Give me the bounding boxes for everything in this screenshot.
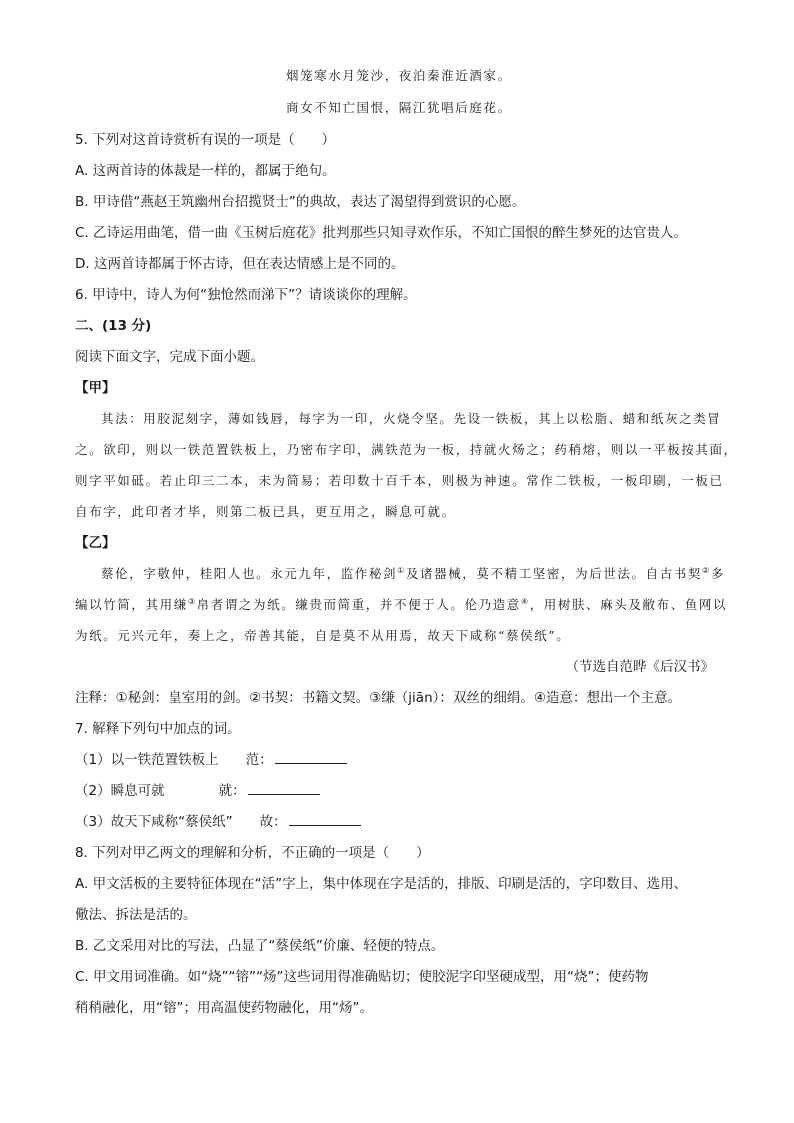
passage-yi-line-1 xyxy=(101,564,725,584)
question-8-option-a-line-2: 儆法、拆法是活的。 xyxy=(75,907,197,923)
passage-yi-text: 多 xyxy=(710,566,725,581)
answer-blank[interactable] xyxy=(289,812,361,826)
passage-yi-line-3: 为纸。元兴元年，奏上之，帝善其能，自是莫不从用焉，故天下咸称“蔡侯纸”。 xyxy=(75,628,571,643)
footnote-marker-4: ④ xyxy=(520,596,530,606)
question-7-item-1 xyxy=(75,750,347,770)
footnote-marker-3: ③ xyxy=(187,596,197,606)
passage-jia-line-3: 则字平如砥。若止印三二本，未为简易；若印数十百千本，则极为神速。常作二铁板，一板印刷，一板已 xyxy=(75,473,724,488)
question-7-stem: 7. 解释下列句中加点的词。 xyxy=(75,721,241,737)
question-8-option-c-line-1: C. 甲文用词准确。如“烧”“镕”“炀”这些词用得准确贴切；使胶泥字印坚硬成型，用“烧”；使药物 xyxy=(75,969,649,985)
question-5-option-c: C. 乙诗运用曲笔，借一曲《玉树后庭花》批判那些只知寻欢作乐，不知亡国恨的醉生梦死的达官贵人。 xyxy=(75,225,688,241)
question-7-item-3-text: （3）故天下咸称“蔡侯纸” 故： xyxy=(75,814,287,830)
question-5-option-b: B. 甲诗借“燕赵王筑幽州台招揽贤士”的典故，表达了渴望得到赏识的心愿。 xyxy=(75,194,526,210)
question-5-option-a: A. 这两首诗的体裁是一样的，都属于绝句。 xyxy=(75,163,336,179)
passage-yi-line-2 xyxy=(75,595,727,615)
answer-blank[interactable] xyxy=(248,781,320,795)
passage-jia-line-2: 之。欲印，则以一铁范置铁板上，乃密布字印，满铁范为一板，持就火炀之；药稍熔，则以一平板按其面， xyxy=(75,442,738,457)
passage-jia-label: 【甲】 xyxy=(75,380,116,396)
passage-notes: 注释：①秘剑：皇室用的剑。②书契：书籍文契。③缣（jiān）：双丝的细绢。④造意：想出一个主意。 xyxy=(75,690,681,706)
passage-yi-text: 帛者谓之为纸。缣贵而简重，并不便于人。伦乃造意 xyxy=(196,597,521,612)
passage-source: （节选自范晔《后汉书》 xyxy=(565,659,714,675)
question-7-item-3 xyxy=(75,812,361,832)
answer-blank[interactable] xyxy=(275,750,347,764)
passage-yi-label: 【乙】 xyxy=(75,535,116,551)
passage-yi-text: ，用树肤、麻头及敝布、鱼网以 xyxy=(529,597,728,612)
section-2-heading: 二、(13 分) xyxy=(75,318,152,334)
question-8-option-a-line-1: A. 甲文活板的主要特征体现在“活”字上，集中体现在字是活的，排版、印刷是活的，字印数目、选用、 xyxy=(75,876,688,892)
question-8-option-b: B. 乙文采用对比的写法，凸显了“蔡侯纸”价廉、轻便的特点。 xyxy=(75,938,445,954)
question-7-item-2-text: （2）瞬息可就 就： xyxy=(75,783,246,799)
footnote-marker-2: ② xyxy=(702,565,711,575)
question-6-stem: 6. 甲诗中，诗人为何“独怆然而涕下”？请谈谈你的理解。 xyxy=(75,287,417,303)
passage-yi-text: 编以竹简，其用缣 xyxy=(75,597,188,612)
question-8-stem: 8. 下列对甲乙两文的理解和分析，不正确的一项是（ ） xyxy=(75,845,430,861)
passage-yi-text: 蔡伦，字敬仲，桂阳人也。永元九年，监作秘剑 xyxy=(101,566,398,581)
poem-line-2: 商女不知亡国恨，隔江犹唱后庭花。 xyxy=(286,100,512,115)
question-8-option-c-line-2: 稍稍融化，用“镕”；用高温使药物融化，用“炀”。 xyxy=(75,1000,373,1016)
question-5-option-d: D. 这两首诗都属于怀古诗，但在表达情感上是不同的。 xyxy=(75,256,405,272)
question-5-stem: 5. 下列对这首诗赏析有误的一项是（ ） xyxy=(75,132,336,148)
section-2-instruction: 阅读下面文字，完成下面小题。 xyxy=(75,349,264,365)
footnote-marker-1: ① xyxy=(397,565,406,575)
poem-line-1: 烟笼寒水月笼沙，夜泊秦淮近酒家。 xyxy=(286,68,512,83)
question-7-item-2 xyxy=(75,781,320,801)
passage-jia-line-4: 自布字，此印者才毕，则第二板已具，更互用之，瞬息可就。 xyxy=(75,504,456,519)
passage-jia-line-1: 其法：用胶泥刻字，薄如钱唇，每字为一印，火烧令坚。先设一铁板，其上以松脂、蜡和纸灰之类冒 xyxy=(101,411,722,426)
question-7-item-1-text: （1）以一铁范置铁板上 范： xyxy=(75,752,273,768)
passage-yi-text: 及诸器械，莫不精工坚密，为后世法。自古书契 xyxy=(405,566,702,581)
